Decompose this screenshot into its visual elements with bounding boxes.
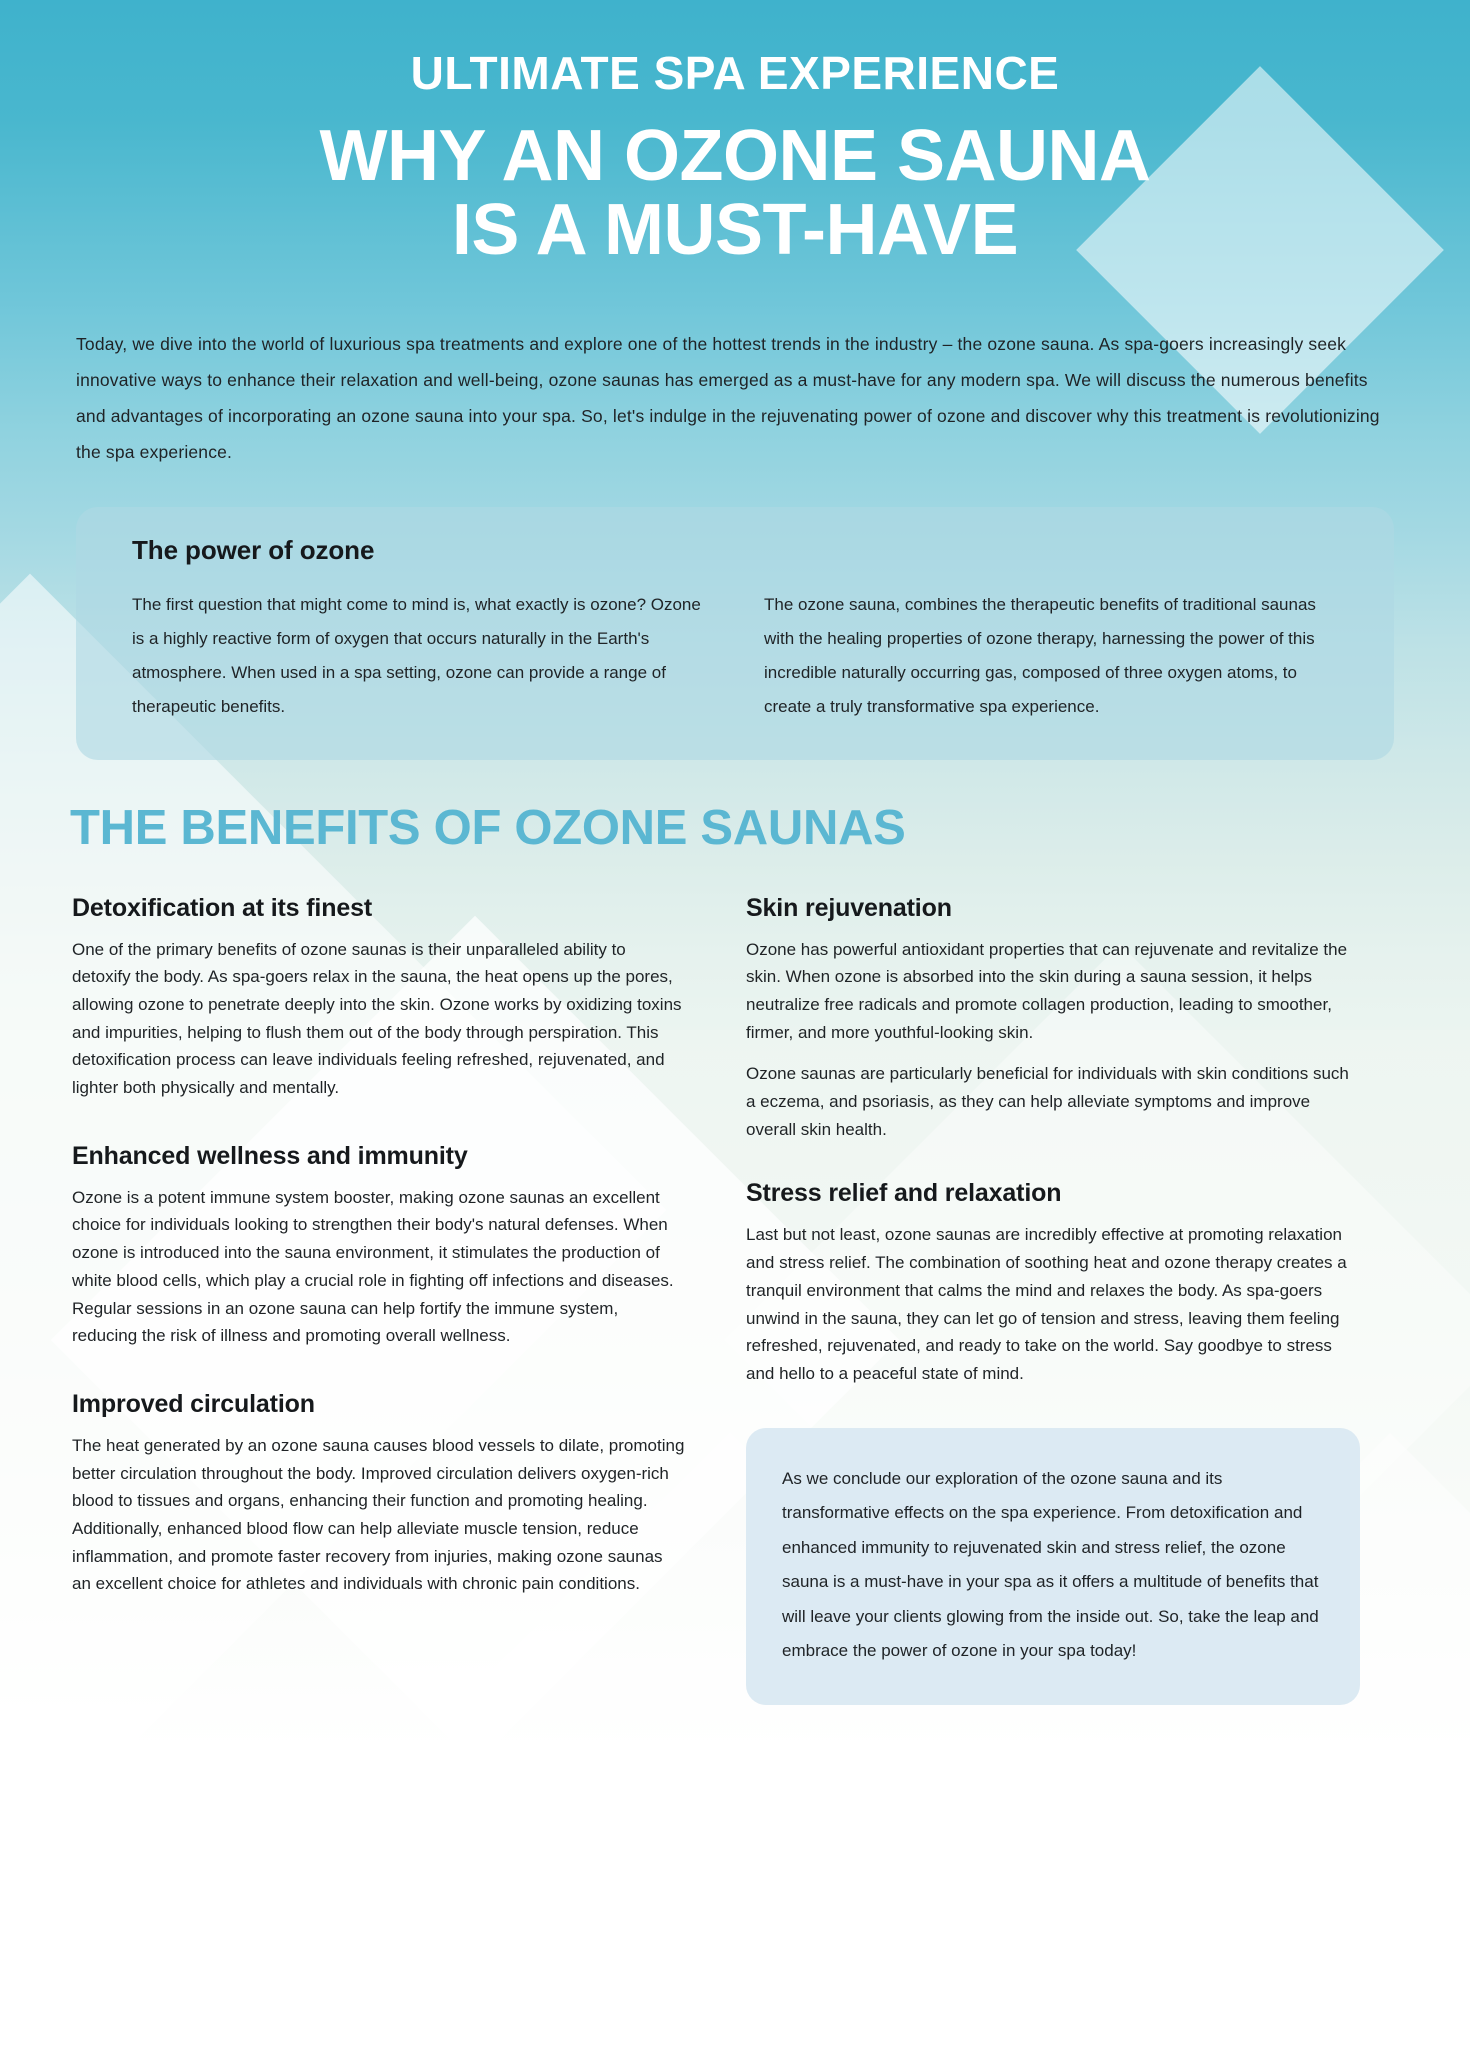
power-of-ozone-title: The power of ozone	[132, 534, 375, 565]
benefit-detoxification-paragraph-1: One of the primary benefits of ozone saunas is their unparalleled ability to detoxify the body. As spa-goers relax in the sauna, the heat opens up the pores, allowing ozone to penetrate deeply into the skin. Ozone works by oxidizing toxins and impurities, helping to flush them out of the body through perspiration. This detoxification process can leave individuals feeling refreshed, rejuvenated, and lighter both physically and mentally.	[72, 939, 682, 1098]
page-title-line-1: WHY AN OZONE SAUNA	[319, 115, 1151, 196]
benefit-skin-rejuvenation-paragraph-2: Ozone saunas are particularly beneficial for individuals with skin conditions such a eczema, and psoriasis, as they can help alleviate symptoms and improve overall skin health.	[746, 1064, 1349, 1139]
benefit-wellness-immunity-paragraph-1: Ozone is a potent immune system booster, making ozone saunas an excellent choice for individuals looking to strengthen their body's natural defenses. When ozone is introduced into the sauna environment, it stimulates the production of white blood cells, which play a crucial role in fighting off infections and diseases. Regular sessions in an ozone sauna can help fortify the immune system, reducing the risk of illness and promoting overall wellness.	[72, 1187, 674, 1346]
benefit-skin-rejuvenation	[746, 894, 1360, 1144]
benefit-stress-relief-heading: Stress relief and relaxation	[746, 1179, 1062, 1208]
benefit-detoxification	[72, 894, 686, 1102]
intro-paragraph: Today, we dive into the world of luxurious spa treatments and explore one of the hottest trends in the industry – the ozone sauna. As spa-goers increasingly seek innovative ways to enhance their relaxation and well-being, ozone saunas has emerged as a must-have for any modern spa. We will discuss the numerous benefits and advantages of incorporating an ozone sauna into your spa. So, let's indulge in the rejuvenating power of ozone and discover why this treatment is revolutionizing the spa experience.	[76, 334, 1380, 463]
benefit-stress-relief-paragraph-1: Last but not least, ozone saunas are incredibly effective at promoting relaxation and stress relief. The combination of soothing heat and ozone therapy creates a tranquil environment that calms the mind and relaxes the body. As spa-goers unwind in the sauna, they can let go of tension and stress, leaving them feeling refreshed, rejuvenated, and ready to take on the world. Say goodbye to stress and hello to a peaceful state of mind.	[746, 1225, 1347, 1383]
spacer	[72, 1356, 686, 1390]
benefits-right-column	[746, 894, 1360, 1705]
spacer	[746, 1149, 1360, 1179]
benefit-skin-rejuvenation-heading: Skin rejuvenation	[746, 893, 952, 922]
conclusion-paragraph: As we conclude our exploration of the ozone sauna and its transformative effects on the spa experience. From detoxification and enhanced immunity to rejuvenated skin and stress relief, the ozone sauna is a must-have in your spa as it offers a multitude of benefits that will leave your clients glowing from the inside out. So, take the leap and embrace the power of ozone in your spa today!	[782, 1468, 1319, 1661]
page-title	[0, 115, 1470, 271]
benefit-wellness-immunity-heading: Enhanced wellness and immunity	[72, 1141, 468, 1170]
benefit-improved-circulation-paragraph-1: The heat generated by an ozone sauna causes blood vessels to dilate, promoting better circulation throughout the body. Improved circulation delivers oxygen-rich blood to tissues and organs, enhancing their function and promoting healing. Additionally, enhanced blood flow can help alleviate muscle tension, reduce inflammation, and promote faster recovery from injuries, making ozone saunas an excellent choice for athletes and individuals with chronic pain conditions.	[72, 1435, 685, 1594]
benefits-section-title: THE BENEFITS OF OZONE SAUNAS	[70, 800, 906, 855]
benefit-skin-rejuvenation-paragraph-1: Ozone has powerful antioxidant properties that can rejuvenate and revitalize the skin. When ozone is absorbed into the skin during a sauna session, it helps neutralize free radicals and promote collagen production, leading to smoother, firmer, and more youthful-looking skin.	[746, 939, 1348, 1042]
benefit-stress-relief	[746, 1179, 1360, 1387]
conclusion-card	[746, 1428, 1360, 1705]
power-of-ozone-right-paragraph: The ozone sauna, combines the therapeutic benefits of traditional saunas with the healing properties of ozone therapy, harnessing the power of this incredible naturally occurring gas, composed of three oxygen atoms, to create a truly transformative spa experience.	[764, 594, 1316, 716]
power-of-ozone-left-paragraph: The first question that might come to mind is, what exactly is ozone? Ozone is a highly reactive form of oxygen that occurs naturally in the Earth's atmosphere. When used in a spa setting, ozone can provide a range of therapeutic benefits.	[132, 594, 701, 716]
poster-header	[0, 0, 1470, 271]
power-of-ozone-columns	[110, 588, 1360, 724]
benefits-columns	[72, 894, 1398, 1705]
page-title-line-2: IS A MUST-HAVE	[451, 190, 1019, 271]
benefit-improved-circulation-heading: Improved circulation	[72, 1389, 315, 1418]
spacer	[72, 1108, 686, 1142]
benefits-left-column	[72, 894, 686, 1605]
benefit-wellness-immunity	[72, 1142, 686, 1350]
benefit-improved-circulation	[72, 1390, 686, 1598]
benefit-detoxification-heading: Detoxification at its finest	[72, 893, 373, 922]
eyebrow-title: ULTIMATE SPA EXPERIENCE	[410, 47, 1060, 99]
power-of-ozone-card	[76, 507, 1394, 760]
